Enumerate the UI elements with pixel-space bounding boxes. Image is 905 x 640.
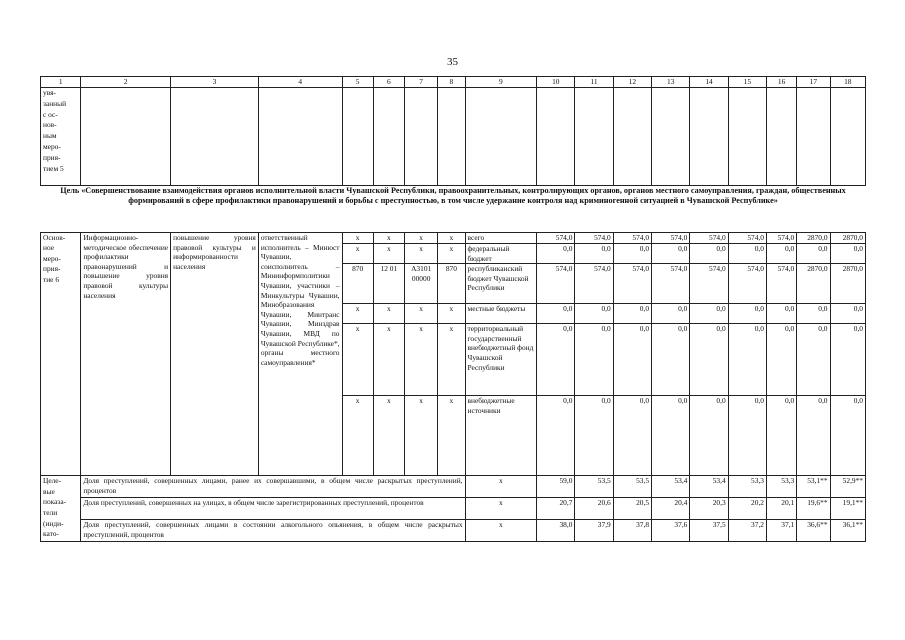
header-col-6: 6	[373, 77, 404, 88]
target-row	[41, 498, 866, 520]
measure-title: Информационно-методическое обеспечение профилактики правонарушений и повышение уровня правовой культуры населения	[81, 233, 171, 476]
amount-cell: 574,0	[766, 264, 796, 304]
code-c5: x	[342, 324, 373, 396]
header-col-12: 12	[613, 77, 651, 88]
target-row	[41, 476, 866, 498]
target-value: 37,1	[766, 520, 796, 542]
amount-cell: 0,0	[728, 396, 766, 476]
amount-cell: 0,0	[830, 324, 865, 396]
header-col-10: 10	[537, 77, 575, 88]
amount-cell: 0,0	[690, 396, 728, 476]
header-col-4: 4	[258, 77, 342, 88]
header-col-2: 2	[81, 77, 171, 88]
target-value: 20,6	[575, 498, 613, 520]
code-c6: x	[373, 324, 404, 396]
target-value: 53,4	[652, 476, 690, 498]
target-value: 37,9	[575, 520, 613, 542]
target-value: 53,5	[575, 476, 613, 498]
target-value: 19,1**	[830, 498, 865, 520]
amount-cell: 574,0	[575, 233, 613, 244]
amount-cell: 0,0	[797, 304, 830, 324]
amount-cell: 0,0	[652, 396, 690, 476]
amount-cell: 2870,0	[797, 233, 830, 244]
amount-cell: 0,0	[766, 324, 796, 396]
table-top	[40, 76, 866, 186]
code-c8: x	[438, 304, 465, 324]
code-c7: x	[405, 304, 438, 324]
amount-cell: 0,0	[766, 244, 796, 264]
continuation-label: увя- занный с ос- нов- ным меро- прия- тием 5	[41, 88, 81, 186]
amount-cell: 0,0	[575, 324, 613, 396]
measure-label: Основ- ное меро- прия- тие 6	[41, 233, 81, 476]
target-value: 20,1	[766, 498, 796, 520]
target-text: Доля преступлений, совершенных лицами, ранее их совершавшими, в общем числе раскрытых преступлений, процентов	[81, 476, 465, 498]
code-c5: x	[342, 304, 373, 324]
amount-cell: 0,0	[537, 396, 575, 476]
measure-executors: ответственный исполнитель – Минюст Чувашии, соисполнитель – Мининформполитики Чувашии, участники – Минкультуры Чувашии, Минобразования Чувашии, Минтранс Чувашии, Минздрав Чувашии, МВД по Чувашской Республике*, органы местного самоуправления*	[258, 233, 342, 476]
target-value: 37,5	[690, 520, 728, 542]
target-value: 38,0	[537, 520, 575, 542]
funding-source: республиканский бюджет Чувашской Республики	[465, 264, 537, 304]
target-value: 20,3	[690, 498, 728, 520]
code-c6: x	[373, 304, 404, 324]
amount-cell: 574,0	[613, 264, 651, 304]
header-col-1: 1	[41, 77, 81, 88]
amount-cell: 0,0	[728, 324, 766, 396]
amount-cell: 2870,0	[830, 264, 865, 304]
target-value: 53,3	[728, 476, 766, 498]
code-c5: x	[342, 233, 373, 244]
amount-cell: 2870,0	[797, 264, 830, 304]
header-col-9: 9	[465, 77, 537, 88]
target-value: 19,6**	[797, 498, 830, 520]
amount-cell: 0,0	[613, 324, 651, 396]
code-c5: 870	[342, 264, 373, 304]
target-value: 37,8	[613, 520, 651, 542]
amount-cell: 0,0	[766, 396, 796, 476]
target-value: 36,1**	[830, 520, 865, 542]
target-x: x	[465, 498, 537, 520]
header-row	[41, 77, 866, 88]
header-col-11: 11	[575, 77, 613, 88]
funding-source: всего	[465, 233, 537, 244]
target-value: 20,5	[613, 498, 651, 520]
target-value: 53,4	[690, 476, 728, 498]
target-text: Доля преступлений, совершенных на улицах, в общем числе зарегистрированных преступлений, процентов	[81, 498, 465, 520]
target-value: 37,6	[652, 520, 690, 542]
continuation-row	[41, 88, 866, 186]
amount-cell: 0,0	[575, 304, 613, 324]
code-c7: x	[405, 324, 438, 396]
target-value: 52,9**	[830, 476, 865, 498]
amount-cell: 0,0	[652, 244, 690, 264]
funding-source: местные бюджеты	[465, 304, 537, 324]
amount-cell: 0,0	[537, 244, 575, 264]
target-value: 53,3	[766, 476, 796, 498]
header-col-3: 3	[171, 77, 259, 88]
code-c8: x	[438, 324, 465, 396]
header-col-17: 17	[797, 77, 830, 88]
code-c8: x	[438, 396, 465, 476]
amount-cell: 0,0	[728, 244, 766, 264]
header-col-7: 7	[405, 77, 438, 88]
amount-cell: 0,0	[613, 304, 651, 324]
amount-cell: 574,0	[690, 233, 728, 244]
amount-cell: 0,0	[652, 324, 690, 396]
code-c8: x	[438, 233, 465, 244]
header-col-18: 18	[830, 77, 865, 88]
header-col-15: 15	[728, 77, 766, 88]
code-c6: x	[373, 244, 404, 264]
amount-cell: 0,0	[575, 244, 613, 264]
measure-result: повышение уровня правовой культуры и информированности населения	[171, 233, 259, 476]
target-x: x	[465, 520, 537, 542]
target-row	[41, 520, 866, 542]
target-text: Доля преступлений, совершенных лицами в состоянии алкогольного опьянения, в общем числе раскрытых преступлений, процентов	[81, 520, 465, 542]
amount-cell: 574,0	[537, 233, 575, 244]
funding-source: внебюджетные источники	[465, 396, 537, 476]
header-col-16: 16	[766, 77, 796, 88]
target-value: 36,6**	[797, 520, 830, 542]
code-c5: x	[342, 396, 373, 476]
amount-cell: 0,0	[766, 304, 796, 324]
amount-cell: 574,0	[652, 233, 690, 244]
amount-cell: 0,0	[537, 324, 575, 396]
code-c6: x	[373, 233, 404, 244]
amount-cell: 574,0	[613, 233, 651, 244]
targets-label: Целе- вые показа- тели (инди- като-	[41, 476, 81, 542]
amount-cell: 574,0	[575, 264, 613, 304]
budget-row	[41, 233, 866, 244]
header-col-8: 8	[438, 77, 465, 88]
amount-cell: 0,0	[797, 244, 830, 264]
code-c8: x	[438, 244, 465, 264]
amount-cell: 574,0	[690, 264, 728, 304]
amount-cell: 0,0	[690, 304, 728, 324]
code-c6: x	[373, 396, 404, 476]
amount-cell: 0,0	[797, 396, 830, 476]
amount-cell: 0,0	[830, 396, 865, 476]
target-x: x	[465, 476, 537, 498]
amount-cell: 2870,0	[830, 233, 865, 244]
amount-cell: 574,0	[652, 264, 690, 304]
target-value: 59,0	[537, 476, 575, 498]
target-value: 20,2	[728, 498, 766, 520]
amount-cell: 574,0	[537, 264, 575, 304]
code-c7: x	[405, 244, 438, 264]
amount-cell: 0,0	[690, 324, 728, 396]
amount-cell: 0,0	[690, 244, 728, 264]
header-col-5: 5	[342, 77, 373, 88]
code-c8: 870	[438, 264, 465, 304]
code-c7: x	[405, 233, 438, 244]
goal-heading: Цель «Совершенствование взаимодействия органов исполнительной власти Чувашской Республики, правоохранительных, контролирующих органов, органов местного самоуправления, граждан, общественных формирований в сфере профилактики правонарушений и борьбы с преступностью, в том числе удержание контроля над криминогенной ситуацией в Чувашской Республике»	[60, 186, 846, 206]
code-c5: x	[342, 244, 373, 264]
funding-source: федеральный бюджет	[465, 244, 537, 264]
amount-cell: 574,0	[728, 264, 766, 304]
amount-cell: 0,0	[797, 324, 830, 396]
amount-cell: 574,0	[766, 233, 796, 244]
code-c6: 12 01	[373, 264, 404, 304]
target-value: 53,5	[613, 476, 651, 498]
header-col-13: 13	[652, 77, 690, 88]
target-value: 53,1**	[797, 476, 830, 498]
amount-cell: 574,0	[728, 233, 766, 244]
target-value: 37,2	[728, 520, 766, 542]
amount-cell: 0,0	[728, 304, 766, 324]
amount-cell: 0,0	[613, 396, 651, 476]
amount-cell: 0,0	[652, 304, 690, 324]
amount-cell: 0,0	[830, 304, 865, 324]
target-value: 20,4	[652, 498, 690, 520]
page-number: 35	[447, 56, 458, 68]
amount-cell: 0,0	[537, 304, 575, 324]
amount-cell: 0,0	[575, 396, 613, 476]
funding-source: территориальный государственный внебюджетный фонд Чувашской Республики	[465, 324, 537, 396]
code-c7: А3101 00000	[405, 264, 438, 304]
header-col-14: 14	[690, 77, 728, 88]
code-c7: x	[405, 396, 438, 476]
amount-cell: 0,0	[830, 244, 865, 264]
target-value: 20,7	[537, 498, 575, 520]
amount-cell: 0,0	[613, 244, 651, 264]
table-measure	[40, 232, 866, 542]
